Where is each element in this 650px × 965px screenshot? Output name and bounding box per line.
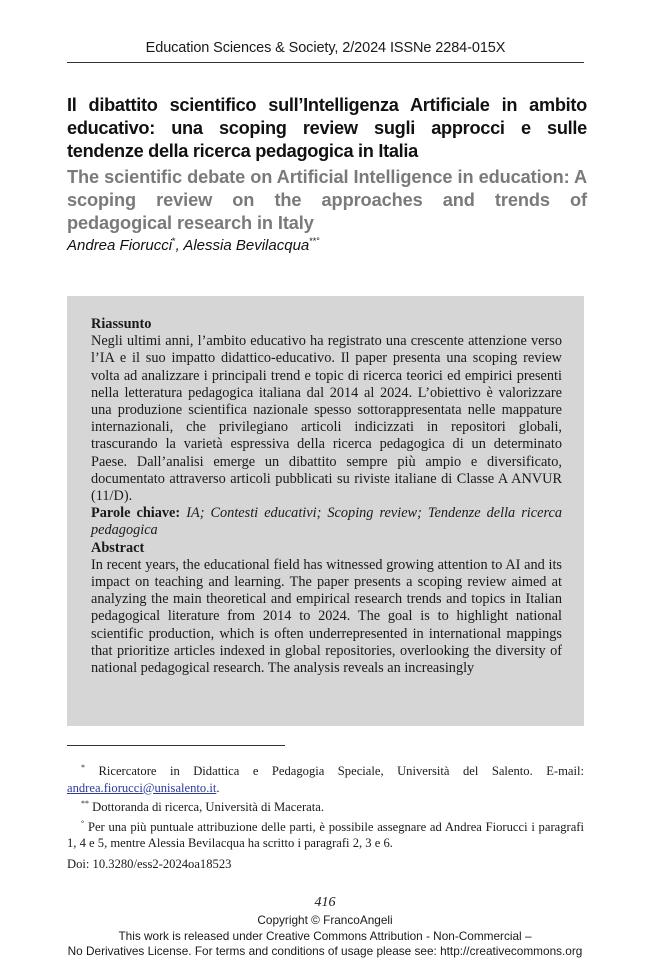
license-line: No Derivatives License. For terms and conditions of usage please see: http://creativecommons.org [67, 944, 583, 958]
footnote-1-text: Ricercatore in Didattica e Pedagogia Speciale, Università del Salento. E-mail: [85, 764, 584, 778]
abstract-text: In recent years, the educational field has witnessed growing attention to AI and its impact on teaching and learning. The paper presents a scoping review aimed at analyzing the main theoretical and empirical research trends and topics in Italian pedagogical literature from 2014 to 2024. The goal is to highlight national scientific production, which is often underrepresented in international mappings that prioritize articles indexed in global repositories, overlooking the diversity of national pedagogical research. The analysis reveals an increasingly [91, 556, 562, 677]
keywords-text: IA; Contesti educativi; Scoping review; Tendenze della ricerca pedagogica [91, 505, 562, 539]
riassunto-text: Negli ultimi anni, l’ambito educativo ha registrato una crescente attenzione verso l’IA e il suo impatto didattico-educativo. Il paper presenta una scoping review volta ad analizzare i principali trend e topic di ricerca teorici ed empirici presenti nella letteratura pedagogica italiana dal 2014 al 2024. L’obiettivo è valorizzare una produzione scientifica nazionale spesso sottorappresentata nelle mappature internazionali, che privilegiano articoli indicizzati in repositori globali, trascurando la varietà espressiva della ricerca pedagogica di un determinato Paese. Dall’analisi emerge un dibattito sempre più ampio e diversificato, documentato attraverso articoli pubblicati su riviste italiane di Classe A ANVUR (11/D). [91, 333, 562, 505]
author-email-link[interactable]: andrea.fiorucci@unisalento.it [67, 780, 217, 795]
author-footnote-mark: * [172, 236, 176, 246]
copyright-notice: Copyright © FrancoAngeli [257, 913, 393, 927]
running-header: Education Sciences & Society, 2/2024 ISSNe 2284-015X [145, 40, 506, 56]
header-divider [67, 62, 584, 63]
footnote-2-text: Dottoranda di ricerca, Università di Macerata. [89, 800, 324, 814]
license-notice [0, 929, 650, 959]
footnote-1 [67, 760, 584, 796]
author-name: Alessia Bevilacqua [183, 237, 310, 254]
footnote-mark: ° [81, 818, 85, 828]
footnote-1-end: . [216, 780, 220, 795]
footnote-3 [67, 816, 584, 852]
footnote-3-text: Per una più puntuale attribuzione delle parti, è possibile assegnare ad Andrea Fiorucci i paragrafi 1, 4 e 5, mentre Alessia Bevilacqua ha scritto i paragrafi 2, 3 e 6. [67, 819, 584, 850]
doi: Doi: 10.3280/ess2-2024oa18523 [67, 857, 232, 871]
title-italian: Il dibattito scientifico sull’Intelligenza Artificiale in ambito educativo: una scoping review sugli approcci e sulle tendenze della ricerca pedagogica in Italia [67, 95, 587, 161]
author-name: Andrea Fiorucci [67, 237, 173, 254]
riassunto-heading: Riassunto [91, 316, 152, 332]
footnote-divider [67, 745, 285, 746]
page-number: 416 [314, 895, 336, 910]
abstract-heading: Abstract [91, 539, 145, 556]
authors-line [67, 236, 320, 254]
footnote-mark: * [81, 763, 85, 772]
keywords-label: Parole chiave: [91, 505, 181, 522]
abstract-box [67, 296, 584, 726]
author-separator: , [175, 237, 184, 254]
title-english: The scientific debate on Artificial Intelligence in education: A scoping review on the approaches and trends of pedagogical research in Italy [67, 167, 587, 233]
footnotes [67, 760, 584, 852]
author-footnote-mark: **° [309, 236, 320, 246]
footnote-mark: ** [81, 799, 89, 808]
footnote-2 [67, 796, 584, 816]
keywords-paragraph [91, 505, 562, 539]
license-line: This work is released under Creative Commons Attribution - Non-Commercial – [118, 929, 532, 943]
